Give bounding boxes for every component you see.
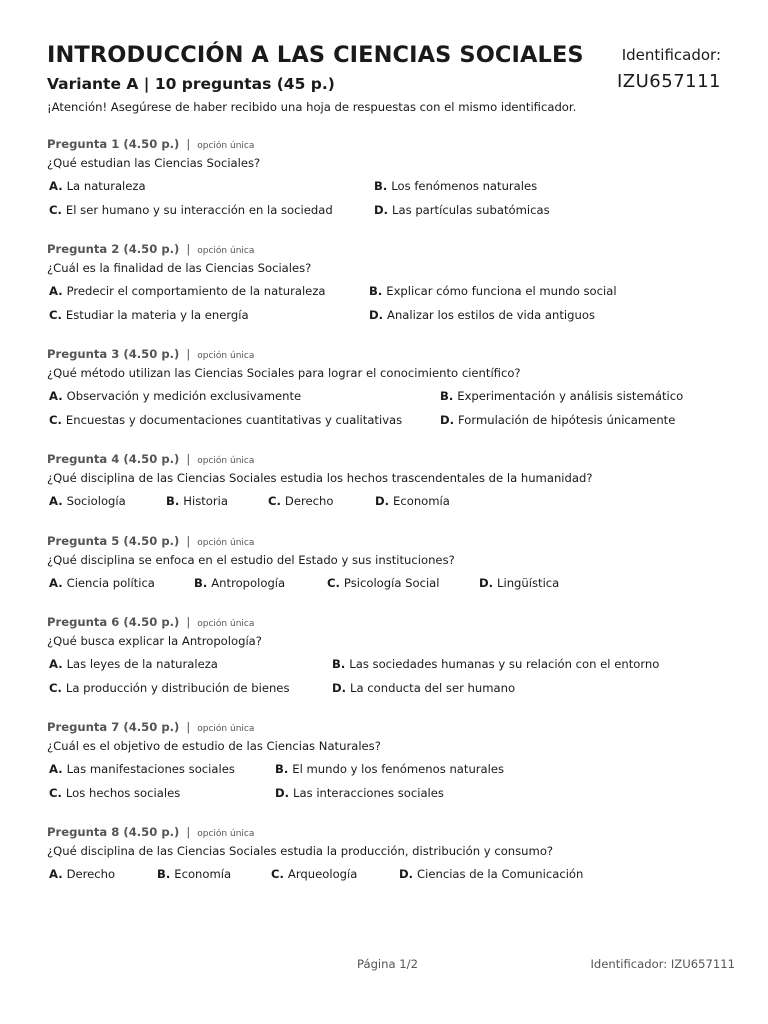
option-letter: A. (49, 284, 63, 298)
option-text: El mundo y los fenómenos naturales (292, 762, 505, 776)
question-text: ¿Cuál es la finalidad de las Ciencias Sociales? (47, 261, 312, 275)
option-letter: C. (49, 786, 62, 800)
option-text: Historia (183, 494, 228, 508)
question-text: ¿Qué busca explicar la Antropología? (47, 634, 262, 648)
option-text: Analizar los estilos de vida antiguos (387, 308, 595, 322)
option-text: Formulación de hipótesis únicamente (458, 413, 676, 427)
answer-option-b (440, 388, 683, 404)
option-letter: C. (49, 203, 62, 217)
question-header (47, 533, 723, 551)
answer-option-d (399, 866, 583, 882)
answer-option-a (49, 388, 301, 404)
question-header (47, 136, 723, 154)
question-title: Pregunta 6 (4.50 p.) (47, 615, 180, 629)
option-letter: B. (157, 867, 171, 881)
answer-option-c (327, 575, 440, 591)
question-header (47, 451, 723, 469)
option-text: Los fenómenos naturales (391, 179, 538, 193)
option-letter: B. (194, 575, 208, 590)
answer-option-b (157, 866, 231, 882)
option-letter: B. (440, 389, 454, 403)
option-text: Las manifestaciones sociales (66, 762, 235, 776)
answer-option-a (49, 493, 126, 509)
option-text: Experimentación y análisis sistemático (457, 389, 684, 403)
answer-option-b (374, 178, 537, 194)
answer-option-c (268, 493, 333, 509)
question-3 (47, 346, 723, 451)
option-text: Economía (393, 494, 450, 508)
separator: | (186, 347, 191, 361)
question-type: opción única (197, 351, 255, 361)
separator: | (186, 242, 191, 256)
answer-option-a (49, 866, 115, 882)
option-text: Lingüística (497, 575, 560, 590)
answer-option-d (275, 785, 444, 801)
question-text: ¿Qué método utilizan las Ciencias Sociales para lograr el conocimiento científico? (47, 366, 521, 380)
option-letter: A. (49, 575, 63, 590)
answer-option-c (49, 202, 333, 218)
question-list (47, 136, 723, 906)
question-type: opción única (197, 456, 255, 466)
question-5 (47, 533, 723, 615)
option-text: Ciencia política (66, 575, 155, 590)
question-title: Pregunta 8 (4.50 p.) (47, 825, 180, 839)
answer-option-a (49, 283, 326, 299)
option-text: Las sociedades humanas y su relación con el entorno (349, 657, 660, 671)
option-letter: A. (49, 494, 63, 508)
answer-option-b (275, 761, 504, 777)
option-letter: B. (332, 657, 346, 671)
option-text: Explicar cómo funciona el mundo social (386, 284, 617, 298)
option-letter: D. (440, 413, 455, 427)
answer-option-a (49, 656, 218, 672)
option-text: Observación y medición exclusivamente (66, 389, 302, 403)
option-letter: B. (369, 284, 383, 298)
question-header (47, 241, 723, 259)
question-header (47, 824, 723, 842)
question-2 (47, 241, 723, 346)
question-text: ¿Qué estudian las Ciencias Sociales? (47, 156, 261, 170)
option-text: Las partículas subatómicas (392, 203, 550, 217)
identifier-label: Identificador: (621, 46, 721, 64)
answer-option-c (271, 866, 357, 882)
question-header (47, 614, 723, 632)
question-title: Pregunta 5 (4.50 p.) (47, 533, 180, 548)
question-type: opción única (197, 829, 255, 839)
answer-option-a (49, 761, 235, 777)
option-letter: D. (275, 786, 290, 800)
question-title: Pregunta 4 (4.50 p.) (47, 452, 180, 466)
option-text: Sociología (66, 494, 126, 508)
question-4 (47, 451, 723, 533)
option-letter: C. (49, 681, 62, 695)
option-text: Psicología Social (343, 575, 440, 590)
separator: | (186, 533, 191, 548)
question-title: Pregunta 3 (4.50 p.) (47, 347, 180, 361)
separator: | (186, 137, 191, 151)
question-header (47, 719, 723, 737)
option-letter: C. (268, 494, 281, 508)
question-type: opción única (197, 141, 255, 151)
question-text: ¿Cuál es el objetivo de estudio de las Ciencias Naturales? (47, 739, 381, 753)
question-type: opción única (197, 537, 255, 548)
answer-option-c (49, 307, 249, 323)
question-title: Pregunta 2 (4.50 p.) (47, 242, 180, 256)
option-letter: A. (49, 867, 63, 881)
question-text: ¿Qué disciplina de las Ciencias Sociales estudia la producción, distribución y consumo? (47, 844, 554, 858)
answer-option-b (166, 493, 228, 509)
option-letter: D. (369, 308, 384, 322)
question-header (47, 346, 723, 364)
option-letter: C. (271, 867, 284, 881)
separator: | (186, 452, 191, 466)
page-title: INTRODUCCIÓN A LAS CIENCIAS SOCIALES (47, 42, 584, 68)
answer-option-d (369, 307, 595, 323)
option-text: Las interacciones sociales (293, 786, 444, 800)
option-text: Los hechos sociales (65, 786, 181, 800)
option-letter: D. (332, 681, 347, 695)
option-text: La producción y distribución de bienes (65, 681, 290, 695)
option-letter: A. (49, 179, 63, 193)
option-letter: D. (399, 867, 414, 881)
answer-option-c (49, 785, 180, 801)
option-text: Derecho (66, 867, 116, 881)
option-text: Antropología (211, 575, 286, 590)
page-number: Página 1/2 (357, 957, 418, 971)
option-letter: B. (374, 179, 388, 193)
answer-option-d (374, 202, 550, 218)
attention-notice: ¡Atención! Asegúrese de haber recibido una hoja de respuestas con el mismo identificador. (47, 100, 577, 114)
option-letter: A. (49, 389, 63, 403)
option-text: La conducta del ser humano (350, 681, 516, 695)
question-8 (47, 824, 723, 906)
option-letter: C. (327, 575, 340, 590)
option-text: Estudiar la materia y la energía (65, 308, 249, 322)
question-type: opción única (197, 724, 255, 734)
answer-option-d (479, 575, 559, 591)
answer-option-d (440, 412, 675, 428)
answer-option-a (49, 178, 146, 194)
question-text: ¿Qué disciplina de las Ciencias Sociales estudia los hechos trascendentales de la humanidad? (47, 471, 593, 485)
option-text: Las leyes de la naturaleza (66, 657, 218, 671)
question-6 (47, 614, 723, 719)
option-letter: C. (49, 308, 62, 322)
question-1 (47, 136, 723, 241)
answer-option-a (49, 575, 155, 591)
option-text: La naturaleza (66, 179, 146, 193)
footer-identifier: Identificador: IZU657111 (590, 957, 735, 971)
option-text: Derecho (284, 494, 334, 508)
variant-line: Variante A | 10 preguntas (45 p.) (47, 75, 335, 93)
answer-option-b (369, 283, 617, 299)
question-title: Pregunta 1 (4.50 p.) (47, 137, 180, 151)
question-type: opción única (197, 619, 255, 629)
option-letter: A. (49, 657, 63, 671)
answer-option-d (375, 493, 450, 509)
option-letter: D. (375, 494, 390, 508)
option-text: Predecir el comportamiento de la naturaleza (66, 284, 326, 298)
separator: | (186, 825, 191, 839)
answer-option-b (332, 656, 659, 672)
option-text: Ciencias de la Comunicación (417, 867, 584, 881)
question-text: ¿Qué disciplina se enfoca en el estudio del Estado y sus instituciones? (47, 552, 455, 567)
option-text: El ser humano y su interacción en la sociedad (65, 203, 333, 217)
question-7 (47, 719, 723, 824)
option-letter: D. (479, 575, 494, 590)
option-letter: C. (49, 413, 62, 427)
option-letter: A. (49, 762, 63, 776)
answer-option-c (49, 680, 289, 696)
option-letter: B. (275, 762, 289, 776)
option-text: Economía (174, 867, 232, 881)
question-type: opción única (197, 246, 255, 256)
answer-option-b (194, 575, 285, 591)
option-letter: B. (166, 494, 180, 508)
separator: | (186, 615, 191, 629)
question-title: Pregunta 7 (4.50 p.) (47, 720, 180, 734)
answer-option-d (332, 680, 515, 696)
option-text: Encuestas y documentaciones cuantitativas y cualitativas (65, 413, 403, 427)
separator: | (186, 720, 191, 734)
identifier-value: IZU657111 (616, 71, 721, 92)
option-letter: D. (374, 203, 389, 217)
answer-option-c (49, 412, 402, 428)
option-text: Arqueología (287, 867, 358, 881)
